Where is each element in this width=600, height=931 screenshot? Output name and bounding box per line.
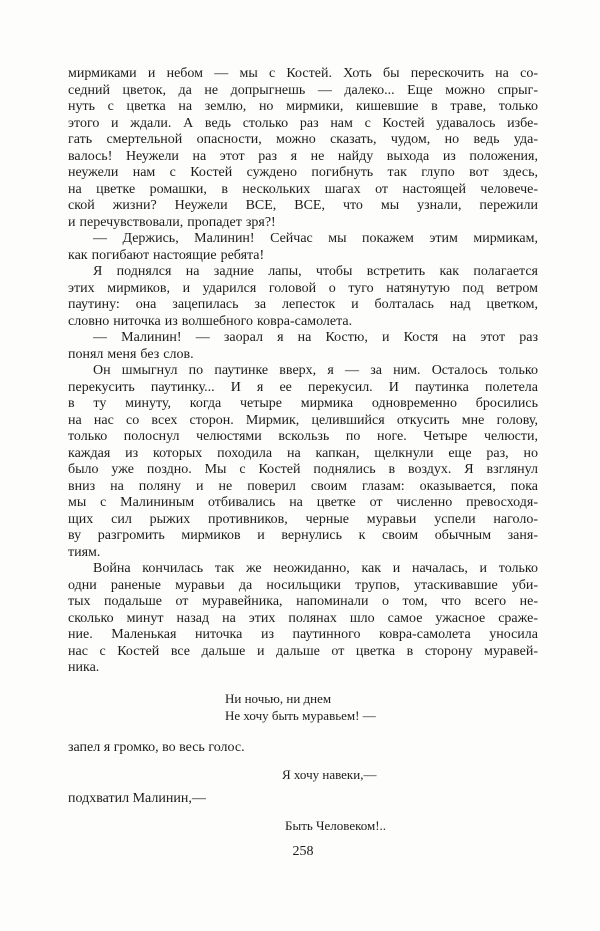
text-line: на нас со всех сторон. Мирмик, целившийся откусить мне голову, xyxy=(68,412,538,428)
text-line: седний цветок, да не допрыгнешь — далеко... Еще можно спрыг- xyxy=(68,82,538,98)
text-line: — Держись, Малинин! Сейчас мы покажем этим мирмикам, xyxy=(93,231,538,246)
text-line: — Малинин! — заорал я на Костю, и Костя на этот раз xyxy=(93,330,538,345)
verse-line: Не хочу быть муравьем! — xyxy=(225,707,376,723)
song-stanza-2: Я хочу навеки,— xyxy=(282,766,377,782)
text-line: было уже поздно. Мы с Костей поднялись в воздух. Я взглянул xyxy=(68,462,538,477)
text-line: валось! Неужели на этот раз я не найду выхода из положения, xyxy=(68,148,538,164)
text-line: ской жизни? Неужели ВСЕ, ВСЕ, что мы узнали, пережили xyxy=(68,198,538,213)
text-line: неужели нам с Костей суждено погибнуть так глупо вот здесь, xyxy=(68,165,538,180)
song-stanza-1 xyxy=(225,690,538,724)
text-line: мы с Малининым отбивались на цветке от численно превосходя- xyxy=(68,495,538,510)
text-block xyxy=(68,66,538,860)
text-line: щих сил рыжих противников, черные муравьи успели наголо- xyxy=(68,511,538,527)
narration-line-2: подхватил Малинин,— xyxy=(68,790,206,806)
text-line: тых подальше от муравейника, напоминали о том, что всего не- xyxy=(68,594,538,609)
text-line: на цветке ромашки, в нескольких шагах от настоящей человече- xyxy=(68,181,538,197)
text-line: Он шмыгнул по паутинке вверх, я — за ним. Осталось только xyxy=(93,363,538,378)
text-line: ву разгромить мирмиков и вернулись к своим обычным заня- xyxy=(68,528,538,543)
body-text xyxy=(68,66,538,677)
text-line: ника. xyxy=(68,660,100,675)
text-line: Я поднялся на задние лапы, чтобы встретить как полагается xyxy=(93,264,538,279)
text-line: одни раненые муравьи да носильщики трупов, утаскивавшие уби- xyxy=(68,577,538,593)
page-number: 258 xyxy=(292,843,314,859)
text-line: нуть с цветка на землю, но мирмики, кишевшие в траве, только xyxy=(68,99,538,114)
text-line: этого и ждали. А ведь столько раз нам с Костей удавалось избе- xyxy=(68,115,538,131)
text-line: ние. Маленькая ниточка из паутинного ковра-самолета уносила xyxy=(68,627,538,642)
text-line: каждая из которых походила на капкан, щелкнули еще раз, но xyxy=(68,445,538,461)
song-stanza-3: Быть Человеком!.. xyxy=(285,817,387,833)
text-line: этих мирмиков, и ударился головой о туго натянутую под ветром xyxy=(68,280,538,296)
text-line: вниз на поляну и не поверил своим глазам: оказывается, пока xyxy=(68,478,538,494)
text-line: гать смертельной опасности, можно сказать, чудом, но ведь уда- xyxy=(68,132,538,147)
text-line: и перечувствовали, пропадет зря?! xyxy=(68,214,276,230)
text-line: понял меня без слов. xyxy=(68,346,194,362)
text-line: как погибают настоящие ребята! xyxy=(68,247,265,263)
narration-line-1: запел я громко, во весь голос. xyxy=(68,739,245,755)
text-line: сколько минут назад на этих полянах шло самое ужасное сраже- xyxy=(68,610,538,626)
text-line: паутину: она зацепилась за лепесток и болталась над цветком, xyxy=(68,297,538,312)
text-line: тиям. xyxy=(68,544,101,560)
text-line: словно ниточка из волшебного ковра-самолета. xyxy=(68,313,353,329)
text-line: только полоснул челюстями вскользь по ноге. Четыре челюсти, xyxy=(68,429,538,444)
verse-line: Ни ночью, ни днем xyxy=(225,690,332,706)
text-line: перекусить паутинку... И я ее перекусил. И паутинка полетела xyxy=(68,379,538,395)
text-line: Война кончилась так же неожиданно, как и началась, и только xyxy=(93,561,538,576)
text-line: мирмиками и небом — мы с Костей. Хоть бы перескочить на со- xyxy=(68,66,538,81)
text-line: нас с Костей все дальше и дальше от цветка в сторону муравей- xyxy=(68,643,538,659)
text-line: в ту минуту, когда четыре мирмика одновременно бросились xyxy=(68,396,538,411)
